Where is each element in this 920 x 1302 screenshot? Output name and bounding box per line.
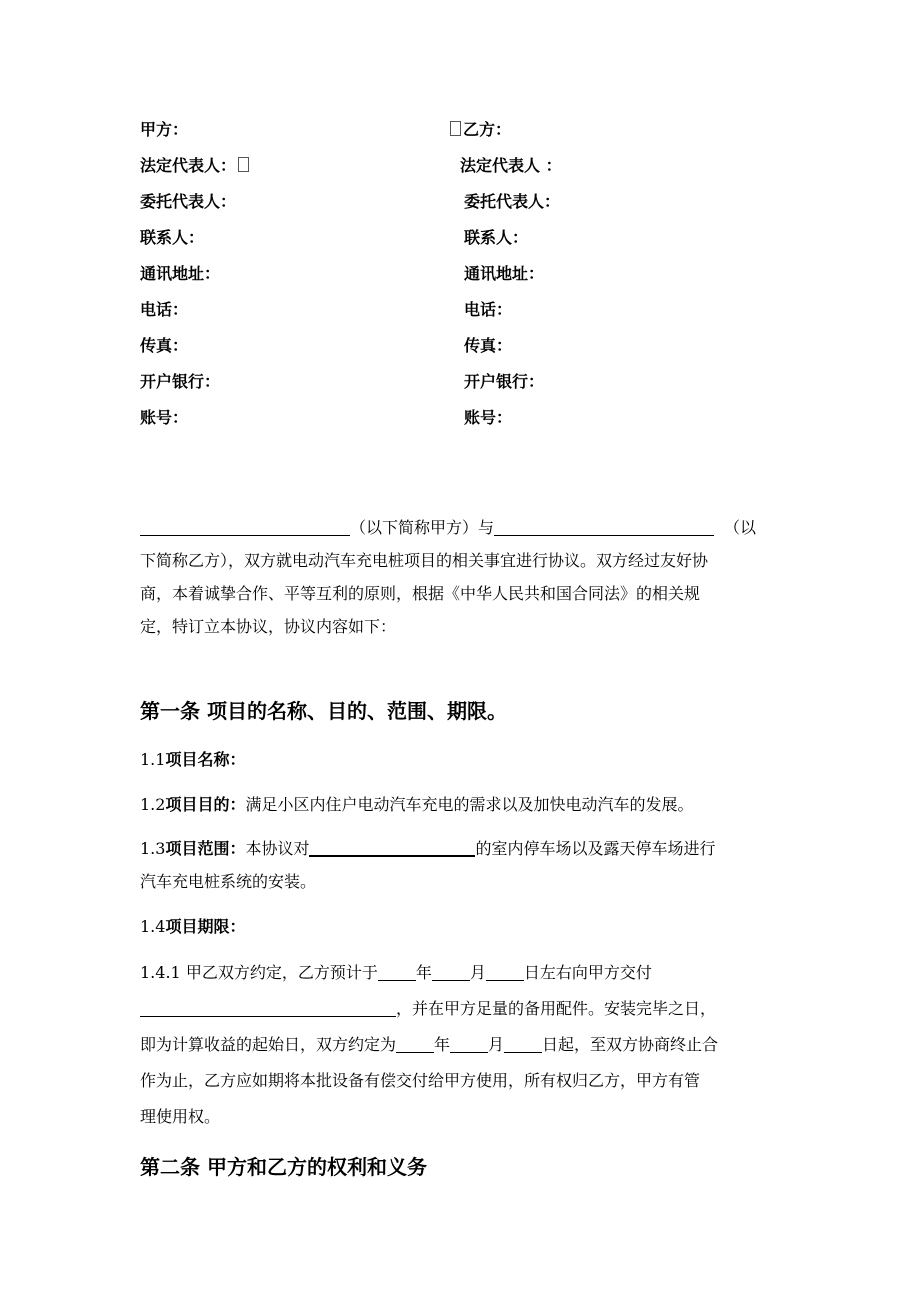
clause-1-4-1-line-1 xyxy=(140,955,790,991)
intro-text-1: （以下简称甲方）与 xyxy=(350,518,495,537)
party-b-fax-label: 传真： xyxy=(464,336,513,355)
start-year-blank xyxy=(396,1032,434,1053)
party-a-legal-rep-field xyxy=(140,151,251,181)
party-row-contact xyxy=(0,223,920,253)
clause-1-4-label: 项目期限： xyxy=(165,917,246,936)
party-a-label: 甲方： xyxy=(140,120,189,139)
party-b-bank-label: 开户银行： xyxy=(464,372,545,391)
clause-1-3-label: 项目范围： xyxy=(165,839,246,858)
party-a-account-label: 账号： xyxy=(140,408,189,427)
clause-1-4-1-seg-4: 即为计算收益的起始日，双方约定为 xyxy=(140,1035,397,1054)
party-a-bank-label: 开户银行： xyxy=(140,372,221,391)
start-month-label: 月 xyxy=(488,1035,505,1054)
party-a-blank xyxy=(140,515,350,536)
intro-line-4: 定，特订立本协议，协议内容如下： xyxy=(140,617,397,636)
clause-1-2-text: 满足小区内住户电动汽车充电的需求以及加快电动汽车的发展。 xyxy=(245,795,694,814)
party-a-contact-label: 联系人： xyxy=(140,228,205,247)
clause-1-3 xyxy=(140,832,790,898)
party-a-agent-label: 委托代表人： xyxy=(140,192,237,211)
party-row-fax xyxy=(0,331,920,361)
party-row-phone xyxy=(0,295,920,325)
clause-1-4-1-number: 1.4.1 xyxy=(140,963,181,982)
party-row-account xyxy=(0,403,920,433)
clause-1-4-1-seg-2: 日左右向甲方交付 xyxy=(523,963,652,982)
day-blank xyxy=(486,960,524,981)
start-year-label: 年 xyxy=(434,1035,451,1054)
placeholder-box-icon xyxy=(238,157,249,172)
party-b-field xyxy=(448,115,511,145)
party-b-contact-label: 联系人： xyxy=(464,228,529,247)
clause-1-4-1-seg-5: 日起，至双方协商终止合 xyxy=(542,1035,719,1054)
party-b-blank xyxy=(494,515,714,536)
clause-1-4 xyxy=(140,912,790,942)
clause-1-1 xyxy=(140,745,790,775)
clause-1-4-1-seg-1: 甲乙双方约定，乙方预计于 xyxy=(185,963,378,982)
party-b-label: 乙方： xyxy=(463,120,512,139)
clause-1-1-label: 项目名称： xyxy=(165,750,246,769)
party-row-bank xyxy=(0,367,920,397)
placeholder-box-icon xyxy=(450,121,461,136)
intro-paragraph xyxy=(140,511,790,643)
party-row-address xyxy=(0,259,920,289)
party-b-legal-rep-label: 法定代表人 ： xyxy=(460,156,562,175)
party-row-agent xyxy=(0,187,920,217)
clause-1-3-text-before: 本协议对 xyxy=(245,839,310,858)
intro-line-1 xyxy=(140,511,790,544)
clause-1-4-1 xyxy=(140,955,790,1135)
article-2-heading: 第二条 甲方和乙方的权利和义务 xyxy=(140,1155,427,1179)
party-a-fax-label: 传真： xyxy=(140,336,189,355)
start-day-blank xyxy=(504,1032,542,1053)
party-a-legal-rep-label: 法定代表人： xyxy=(140,156,237,175)
clause-1-3-line-1 xyxy=(140,832,790,865)
month-label: 月 xyxy=(469,963,486,982)
year-label: 年 xyxy=(415,963,432,982)
intro-line-2: 下简称乙方），双方就电动汽车充电桩项目的相关事宜进行协议。双方经过友好协 xyxy=(140,551,709,570)
party-b-account-label: 账号： xyxy=(464,408,513,427)
party-b-address-label: 通讯地址： xyxy=(464,264,545,283)
clause-1-1-number: 1.1 xyxy=(140,750,166,769)
clause-1-4-1-seg-3: ，并在甲方足量的备用配件。安装完毕之日， xyxy=(396,999,717,1018)
article-1-heading: 第一条 项目的名称、目的、范围、期限。 xyxy=(140,699,507,723)
party-b-phone-label: 电话： xyxy=(464,300,513,319)
clause-1-3-number: 1.3 xyxy=(140,839,166,858)
location-blank xyxy=(309,835,475,857)
party-b-agent-label: 委托代表人： xyxy=(464,192,561,211)
delivery-item-blank xyxy=(140,996,396,1017)
party-a-phone-label: 电话： xyxy=(140,300,189,319)
start-month-blank xyxy=(450,1032,488,1053)
clause-1-4-number: 1.4 xyxy=(140,917,166,936)
clause-1-4-1-line-3 xyxy=(140,1027,790,1063)
month-blank xyxy=(432,960,470,981)
clause-1-4-1-line-2 xyxy=(140,991,790,1027)
clause-1-2-label: 项目目的： xyxy=(165,795,246,814)
clause-1-3-line-2: 汽车充电桩系统的安装。 xyxy=(140,872,317,891)
clause-1-4-1-line-5: 理使用权。 xyxy=(140,1107,221,1126)
party-row-name xyxy=(0,115,920,145)
clause-1-3-text-after: 的室内停车场以及露天停车场进行 xyxy=(475,839,716,858)
party-row-legal-rep xyxy=(0,151,920,181)
clause-1-4-1-line-4: 作为止，乙方应如期将本批设备有偿交付给甲方使用，所有权归乙方，甲方有管 xyxy=(140,1071,701,1090)
year-blank xyxy=(378,960,416,981)
clause-1-2-number: 1.2 xyxy=(140,795,166,814)
intro-line-3: 商，本着诚挚合作、平等互利的原则，根据《中华人民共和国合同法》的相关规 xyxy=(140,584,701,603)
clause-1-2 xyxy=(140,790,790,820)
party-a-address-label: 通讯地址： xyxy=(140,264,221,283)
intro-text-2: （以 xyxy=(724,518,757,537)
